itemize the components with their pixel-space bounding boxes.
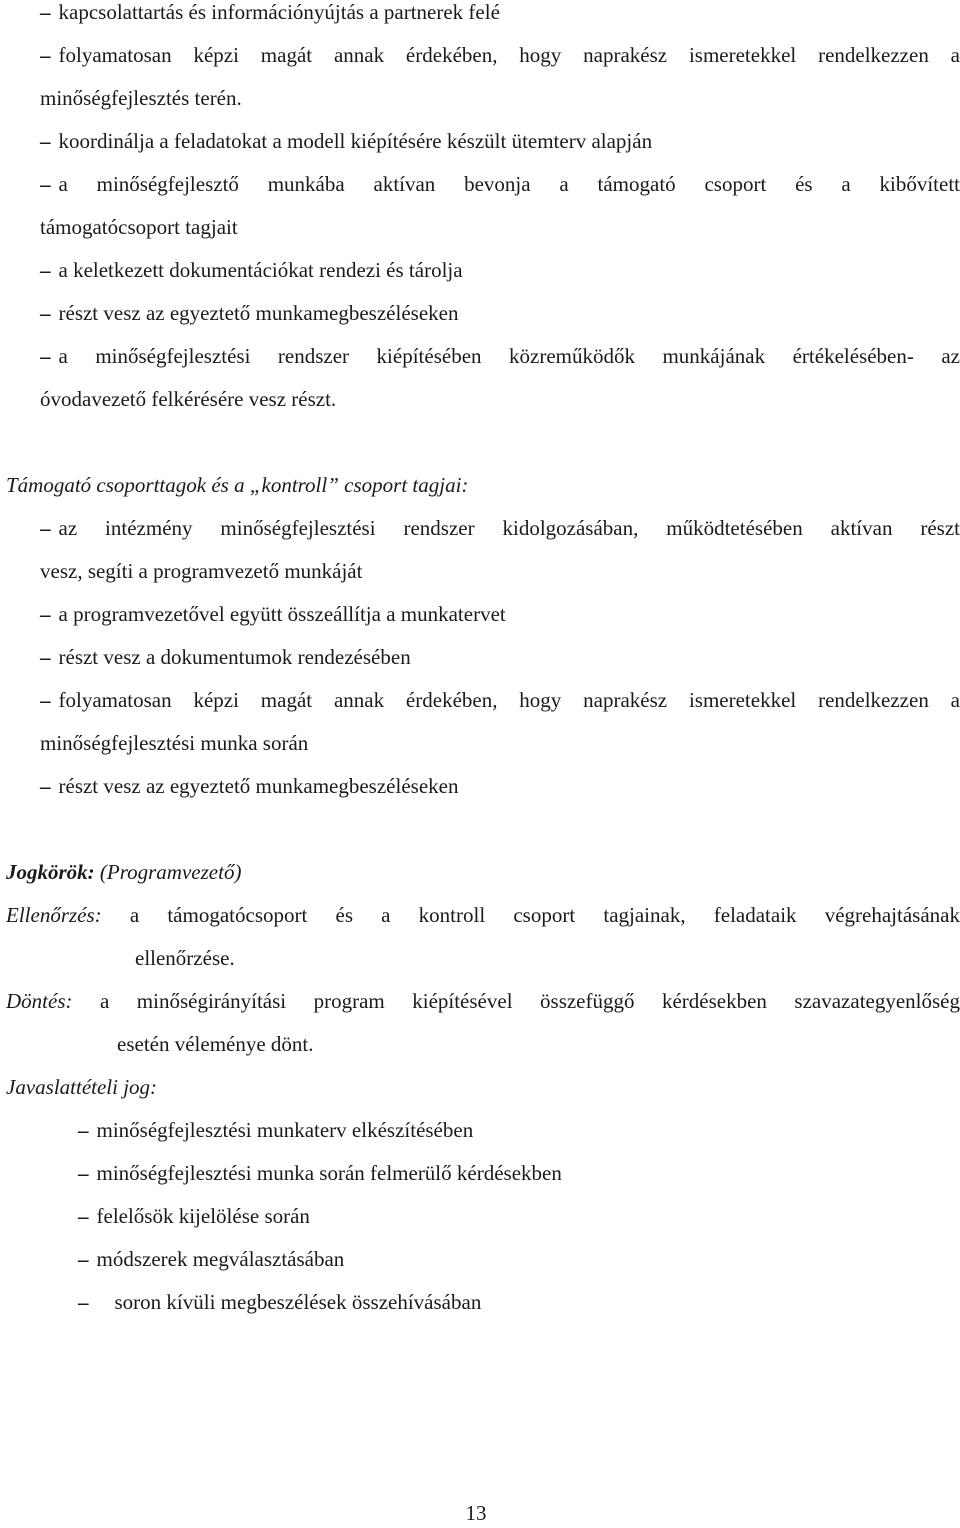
dontes-continuation: esetén véleménye dönt. xyxy=(117,1029,960,1059)
list-item-continuation xyxy=(40,384,960,414)
ellenorzes-line xyxy=(6,900,960,930)
list-item xyxy=(40,341,960,371)
dash-bullet: – xyxy=(40,258,51,282)
rights-heading xyxy=(6,857,960,887)
dash-bullet: – xyxy=(40,645,51,669)
dash-bullet: – xyxy=(40,516,51,540)
list-item xyxy=(78,1158,960,1188)
dash-bullet: – xyxy=(40,688,51,712)
dash-bullet: – xyxy=(40,43,51,67)
dash-bullet: – xyxy=(40,172,51,196)
list-item-text: minőségfejlesztés terén. xyxy=(40,86,242,110)
rights-heading-role: (Programvezető) xyxy=(100,860,242,884)
list-item xyxy=(40,255,960,285)
list-item xyxy=(78,1287,960,1317)
list-item xyxy=(40,513,960,543)
list-item-text: részt vesz a dokumentumok rendezésében xyxy=(59,645,411,669)
dontes-label: Döntés: xyxy=(6,989,73,1013)
list-item-continuation xyxy=(40,212,960,242)
list-item-text: az intézmény minőségfejlesztési rendszer kidolgozásában, működtetésében aktívan részt xyxy=(59,516,960,540)
dash-bullet: – xyxy=(78,1247,89,1271)
list-item-text: soron kívüli megbeszélések összehívásában xyxy=(115,1290,482,1314)
dash-bullet: – xyxy=(40,301,51,325)
list-item-continuation xyxy=(40,556,960,586)
list-item-continuation xyxy=(40,83,960,113)
list-item xyxy=(40,642,960,672)
list-item-text: óvodavezető felkérésére vesz részt. xyxy=(40,387,336,411)
dash-bullet: – xyxy=(40,774,51,798)
list-item xyxy=(40,599,960,629)
list-item-text: módszerek megválasztásában xyxy=(97,1247,345,1271)
javaslat-label: Javaslattételi jog: xyxy=(6,1072,960,1102)
list-item-text: minőségfejlesztési munka során felmerülő kérdésekben xyxy=(97,1161,562,1185)
dash-bullet: – xyxy=(40,0,51,24)
ellenorzes-continuation: ellenőrzése. xyxy=(135,943,960,973)
list-item xyxy=(78,1201,960,1231)
list-item-text: vesz, segíti a programvezető munkáját xyxy=(40,559,362,583)
list-item-continuation xyxy=(40,728,960,758)
list-item-text: koordinálja a feladatokat a modell kiépítésére készült ütemterv alapján xyxy=(59,129,653,153)
dash-bullet: – xyxy=(40,129,51,153)
dontes-text: a minőségirányítási program kiépítésével összefüggő kérdésekben szavazategyenlőség xyxy=(100,989,960,1013)
dontes-line xyxy=(6,986,960,1016)
list-item-text: részt vesz az egyeztető munkamegbeszéléseken xyxy=(59,774,459,798)
rights-heading-label: Jogkörök: xyxy=(6,860,95,884)
dash-bullet: – xyxy=(40,602,51,626)
list-item xyxy=(40,169,960,199)
list-item-text: kapcsolattartás és információnyújtás a partnerek felé xyxy=(59,0,500,24)
list-item xyxy=(40,126,960,156)
list-item-text: minőségfejlesztési munka során xyxy=(40,731,308,755)
list-item-text: folyamatosan képzi magát annak érdekében, hogy naprakész ismeretekkel rendelkezzen a xyxy=(59,688,960,712)
page-number: 13 xyxy=(0,1498,952,1528)
list-item xyxy=(78,1115,960,1145)
list-item xyxy=(40,0,960,27)
dash-bullet: – xyxy=(78,1118,89,1142)
section-heading: Támogató csoporttagok és a „kontroll” csoport tagjai: xyxy=(6,470,960,500)
list-item xyxy=(78,1244,960,1274)
list-item xyxy=(40,298,960,328)
list-item-text: minőségfejlesztési munkaterv elkészítésében xyxy=(97,1118,474,1142)
list-item-text: a minőségfejlesztési rendszer kiépítésében közreműködők munkájának értékelésében- az xyxy=(59,344,960,368)
dash-bullet: – xyxy=(78,1161,89,1185)
list-item-text: a keletkezett dokumentációkat rendezi és tárolja xyxy=(59,258,463,282)
list-item xyxy=(40,771,960,801)
list-item-text: a programvezetővel együtt összeállítja a munkatervet xyxy=(59,602,506,626)
list-item-text: felelősök kijelölése során xyxy=(97,1204,310,1228)
list-item xyxy=(40,40,960,70)
list-item-text: folyamatosan képzi magát annak érdekében, hogy naprakész ismeretekkel rendelkezzen a xyxy=(59,43,960,67)
list-item-text: támogatócsoport tagjait xyxy=(40,215,238,239)
ellenorzes-text: a támogatócsoport és a kontroll csoport tagjainak, feladataik végrehajtásának xyxy=(130,903,960,927)
list-item-text: részt vesz az egyeztető munkamegbeszéléseken xyxy=(59,301,459,325)
list-item-text: a minőségfejlesztő munkába aktívan bevonja a támogató csoport és a kibővített xyxy=(59,172,960,196)
list-item xyxy=(40,685,960,715)
ellenorzes-label: Ellenőrzés: xyxy=(6,903,102,927)
dash-bullet: – xyxy=(78,1290,89,1314)
dash-bullet: – xyxy=(40,344,51,368)
dash-bullet: – xyxy=(78,1204,89,1228)
